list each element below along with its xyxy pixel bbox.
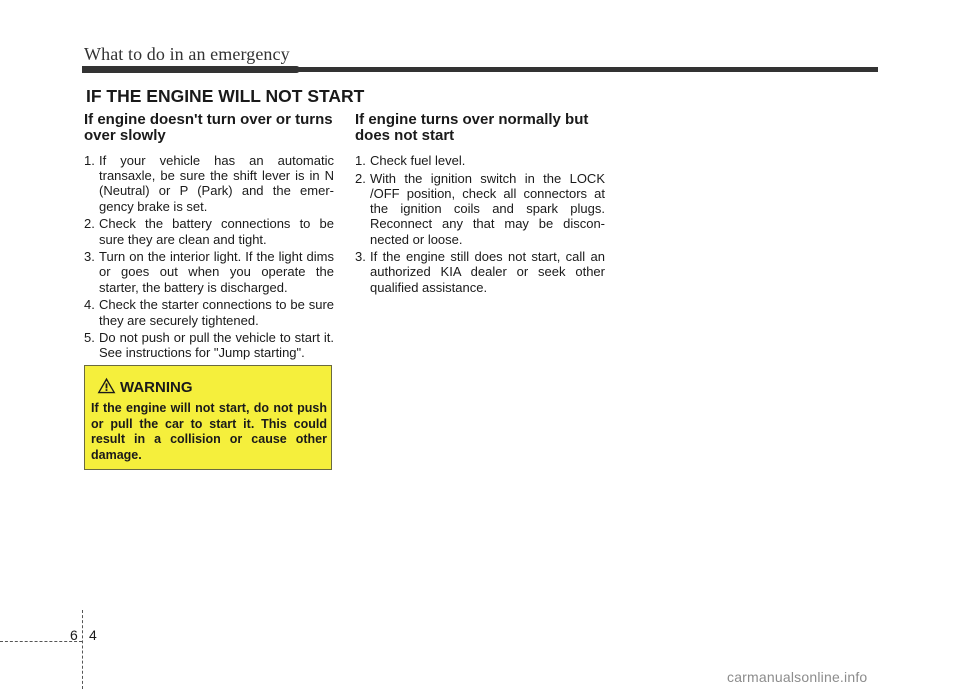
- list-item: [84, 330, 334, 360]
- left-step-list: [84, 153, 334, 361]
- chapter-header-rule: [82, 67, 878, 72]
- list-item: [84, 249, 334, 295]
- section-title: IF THE ENGINE WILL NOT START: [86, 86, 365, 106]
- warning-title: WARNING: [120, 379, 193, 396]
- page-number-divider: [82, 610, 83, 689]
- step-text: Check the starter connections to be sure they are securely tightened.: [99, 297, 334, 328]
- left-subheading: If engine doesn't turn over or turns over slowly: [84, 111, 333, 144]
- step-number: 1.: [84, 153, 95, 168]
- chapter-title: What to do in an emergency: [84, 44, 290, 64]
- step-number: 3.: [355, 249, 366, 265]
- list-item: [84, 297, 334, 327]
- right-column: [355, 112, 605, 297]
- step-text: Do not push or pull the vehicle to start it. See instructions for "Jump starting".: [99, 330, 334, 361]
- step-number: 4.: [84, 297, 95, 313]
- chapter-number: 6: [70, 627, 78, 643]
- step-text: With the ignition switch in the LOCK /OFF position, check all connectors at the ignition coils and spark plugs. Reconnect any that may be discon-nected or loose.: [370, 170, 605, 247]
- step-text: Check fuel level.: [370, 153, 466, 168]
- step-number: 2.: [84, 216, 95, 232]
- step-text: If your vehicle has an automatic transaxle, be sure the shift lever is in N (Neutral) or P (Park) and the emer-gency brake is set.: [99, 153, 334, 214]
- step-text: If the engine still does not start, call an authorized KIA dealer or seek other qualified assistance.: [370, 249, 605, 295]
- watermark: carmanualsonline.info: [727, 669, 868, 685]
- left-column: [84, 112, 334, 363]
- step-number: 1.: [355, 153, 366, 168]
- warning-triangle-icon: [97, 377, 116, 394]
- list-item: [84, 153, 334, 214]
- step-text: Turn on the interior light. If the light dims or goes out when you operate the starter, the battery is discharged.: [99, 249, 334, 295]
- list-item: [355, 153, 605, 168]
- right-step-list: [355, 153, 605, 295]
- page-number: 4: [89, 627, 97, 643]
- step-number: 2.: [355, 170, 366, 186]
- list-item: [84, 216, 334, 246]
- right-subheading: If engine turns over normally but does not start: [355, 111, 589, 144]
- list-item: [355, 171, 605, 247]
- step-number: 5.: [84, 330, 95, 346]
- warning-text: If the engine will not start, do not push or pull the car to start it. This could result in a collision or cause other damage.: [91, 401, 327, 462]
- step-number: 3.: [84, 249, 95, 265]
- list-item: [355, 249, 605, 295]
- step-text: Check the battery connections to be sure they are clean and tight.: [99, 216, 334, 247]
- warning-box: [84, 365, 332, 470]
